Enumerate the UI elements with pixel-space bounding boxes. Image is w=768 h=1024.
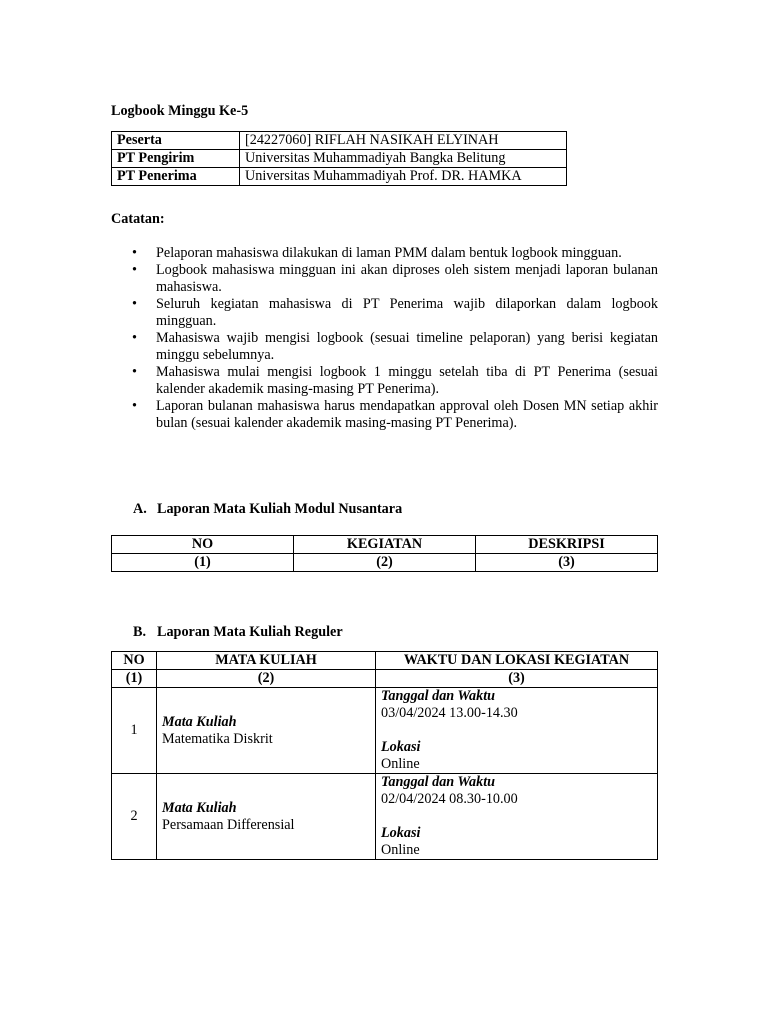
section-a-heading	[133, 501, 402, 518]
table-row	[112, 688, 658, 774]
column-number: (2)	[157, 670, 376, 688]
row-number: 2	[112, 774, 157, 860]
list-item: • Pelaporan mahasiswa dilakukan di laman PMM dalam bentuk logbook mingguan.	[111, 245, 658, 262]
table-number-row	[112, 670, 658, 688]
info-value: Universitas Muhammadiyah Prof. DR. HAMKA	[240, 168, 567, 186]
spacer	[381, 722, 652, 739]
info-value: [24227060] RIFLAH NASIKAH ELYINAH	[240, 132, 567, 150]
info-value: Universitas Muhammadiyah Bangka Belitung	[240, 150, 567, 168]
notes-list	[111, 245, 658, 432]
info-label: PT Pengirim	[112, 150, 240, 168]
location-value: Online	[381, 842, 420, 858]
location-label: Lokasi	[381, 739, 421, 755]
time-location-cell	[376, 774, 658, 860]
column-header: KEGIATAN	[294, 536, 476, 554]
section-letter: A.	[133, 501, 147, 517]
table-row	[112, 774, 658, 860]
course-label: Mata Kuliah	[162, 799, 237, 816]
info-label: PT Penerima	[112, 168, 240, 186]
list-item: • Mahasiswa wajib mengisi logbook (sesuai timeline pelaporan) yang berisi kegiatan minggu sebelumnya.	[111, 330, 658, 364]
column-number: (1)	[112, 554, 294, 572]
course-cell	[157, 688, 376, 774]
modul-nusantara-table	[111, 535, 658, 572]
info-label: Peserta	[112, 132, 240, 150]
section-title: Laporan Mata Kuliah Reguler	[157, 624, 343, 640]
mata-kuliah-reguler-table	[111, 651, 658, 860]
column-header: NO	[112, 652, 157, 670]
row-number: 1	[112, 688, 157, 774]
column-header: MATA KULIAH	[157, 652, 376, 670]
column-number: (3)	[476, 554, 658, 572]
column-header: WAKTU DAN LOKASI KEGIATAN	[376, 652, 658, 670]
time-location-cell	[376, 688, 658, 774]
page-title: Logbook Minggu Ke-5	[111, 103, 249, 119]
section-b-heading	[133, 624, 343, 641]
column-number: (1)	[112, 670, 157, 688]
course-name: Persamaan Differensial	[162, 816, 295, 833]
info-row-pt-penerima	[112, 168, 567, 186]
list-item: • Laporan bulanan mahasiswa harus mendapatkan approval oleh Dosen MN setiap akhir bulan (sesuai kalender akademik masing-masing PT Penerima).	[111, 398, 658, 432]
info-row-pt-pengirim	[112, 150, 567, 168]
column-number: (2)	[294, 554, 476, 572]
section-title: Laporan Mata Kuliah Modul Nusantara	[157, 501, 403, 517]
section-letter: B.	[133, 624, 147, 640]
location-label: Lokasi	[381, 825, 421, 841]
course-cell	[157, 774, 376, 860]
list-item: • Mahasiswa mulai mengisi logbook 1 minggu setelah tiba di PT Penerima (sesuai kalender akademik masing-masing PT Penerima).	[111, 364, 658, 398]
course-label: Mata Kuliah	[162, 713, 237, 730]
spacer	[381, 808, 652, 825]
time-value: 03/04/2024 13.00-14.30	[381, 705, 518, 721]
table-header-row	[112, 536, 658, 554]
participant-info-table	[111, 131, 567, 186]
table-number-row	[112, 554, 658, 572]
notes-heading: Catatan:	[111, 211, 165, 227]
table-header-row	[112, 652, 658, 670]
location-value: Online	[381, 756, 420, 772]
list-item: • Logbook mahasiswa mingguan ini akan diproses oleh sistem menjadi laporan bulanan mahasiswa.	[111, 262, 658, 296]
list-item: • Seluruh kegiatan mahasiswa di PT Penerima wajib dilaporkan dalam logbook mingguan.	[111, 296, 658, 330]
time-label: Tanggal dan Waktu	[381, 774, 496, 790]
column-header: DESKRIPSI	[476, 536, 658, 554]
time-label: Tanggal dan Waktu	[381, 688, 496, 704]
time-value: 02/04/2024 08.30-10.00	[381, 791, 518, 807]
course-name: Matematika Diskrit	[162, 730, 273, 747]
column-header: NO	[112, 536, 294, 554]
info-row-peserta	[112, 132, 567, 150]
column-number: (3)	[376, 670, 658, 688]
